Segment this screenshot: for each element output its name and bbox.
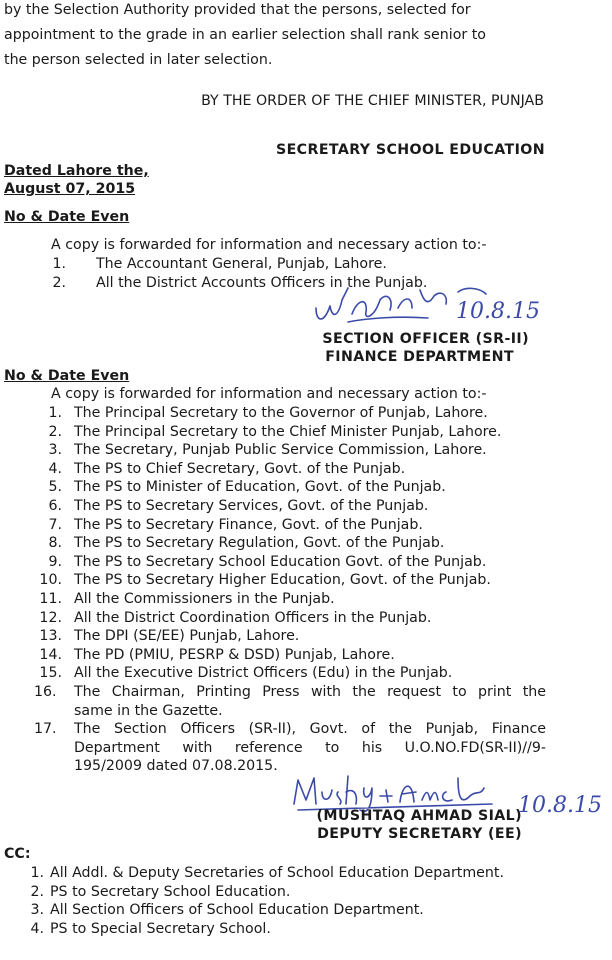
list-item: 2. All the District Accounts Officers in the Punjab. [52, 274, 428, 291]
list-item: 2. The Principal Secretary to the Chief Minister Punjab, Lahore. [48, 423, 502, 440]
signatory-finance-dept: FINANCE DEPARTMENT [325, 349, 514, 365]
list-item: 14. The PD (PMIU, PESRP & DSD) Punjab, Lahore. [39, 646, 395, 663]
list-item: 1. The Accountant General, Punjab, Lahore. [52, 256, 387, 272]
list-item-17: 17. The Section Officers (SR-II), Govt. of the Punjab, Finance Department with reference to his U.O.NO.FD(SR-II)//9- 195/2009 dated 07.08.2015. [34, 721, 546, 775]
list-item: 2. PS to Secretary School Education. [30, 883, 291, 900]
dated-line-1: Dated Lahore the, [4, 163, 149, 179]
endorsement-heading: No & Date Even [4, 368, 130, 384]
list-item: 9. The PS to Secretary School Education Govt. of the Punjab. [48, 553, 487, 570]
signatory-name: (MUSHTAQ AHMAD SIAL) [316, 808, 522, 824]
list-item: 1. The Principal Secretary to the Governor of Punjab, Lahore. [48, 405, 488, 421]
intro-line: by the Selection Authority provided that the persons, selected for [4, 2, 471, 18]
list-item: 3. The Secretary, Punjab Public Service Commission, Lahore. [48, 442, 487, 459]
intro-line: the person selected in later selection. [4, 52, 273, 68]
signatory-deputy-secretary: DEPUTY SECRETARY (EE) [317, 826, 522, 842]
list-item: 10. The PS to Secretary Higher Education, Govt. of the Punjab. [39, 572, 491, 589]
list-item: 6. The PS to Secretary Services, Govt. of the Punjab. [48, 497, 429, 514]
handwritten-signature-1 [308, 278, 548, 336]
endorsement-intro: A copy is forwarded for information and necessary action to:- [51, 386, 487, 402]
endorsement-heading: No & Date Even [4, 209, 130, 225]
list-item: 4. The PS to Chief Secretary, Govt. of the Punjab. [48, 460, 406, 477]
handwritten-signature-2 [288, 770, 608, 834]
list-item: 11. All the Commissioners in the Punjab. [39, 590, 335, 607]
list-item: 7. The PS to Secretary Finance, Govt. of the Punjab. [48, 516, 423, 533]
intro-line: appointment to the grade in an earlier selection shall rank senior to [4, 27, 486, 43]
signature-1-date: 10.8.15 [456, 299, 540, 324]
cc-heading: CC: [4, 846, 31, 862]
signatory-section-officer: SECTION OFFICER (SR-II) [322, 331, 529, 347]
order-line: BY THE ORDER OF THE CHIEF MINISTER, PUNJAB [201, 93, 544, 109]
list-item: 8. The PS to Secretary Regulation, Govt. of the Punjab. [48, 535, 445, 552]
cc-list [30, 864, 504, 938]
signatory-secretary: SECRETARY SCHOOL EDUCATION [275, 142, 545, 158]
endorsement-2-list [39, 404, 502, 683]
signature-2-date: 10.8.15 [518, 793, 602, 818]
list-item: 12. All the District Coordination Officers in the Punjab. [39, 609, 432, 626]
list-item: 4. PS to Special Secretary School. [30, 920, 271, 937]
dated-line-2: August 07, 2015 [4, 181, 136, 197]
intro-paragraph [4, 0, 546, 73]
list-item: 13. The DPI (SE/EE) Punjab, Lahore. [39, 628, 300, 645]
list-item-16: 16. The Chairman, Printing Press with the request to print the same in the Gazette. [34, 684, 546, 719]
list-item: 5. The PS to Minister of Education, Govt. of the Punjab. [48, 479, 446, 496]
list-item: 3. All Section Officers of School Education Department. [30, 902, 424, 919]
endorsement-intro: A copy is forwarded for information and necessary action to:- [51, 237, 487, 253]
list-item: 15. All the Executive District Officers (Edu) in the Punjab. [39, 665, 453, 682]
list-item: 1. All Addl. & Deputy Secretaries of School Education Department. [30, 865, 504, 881]
